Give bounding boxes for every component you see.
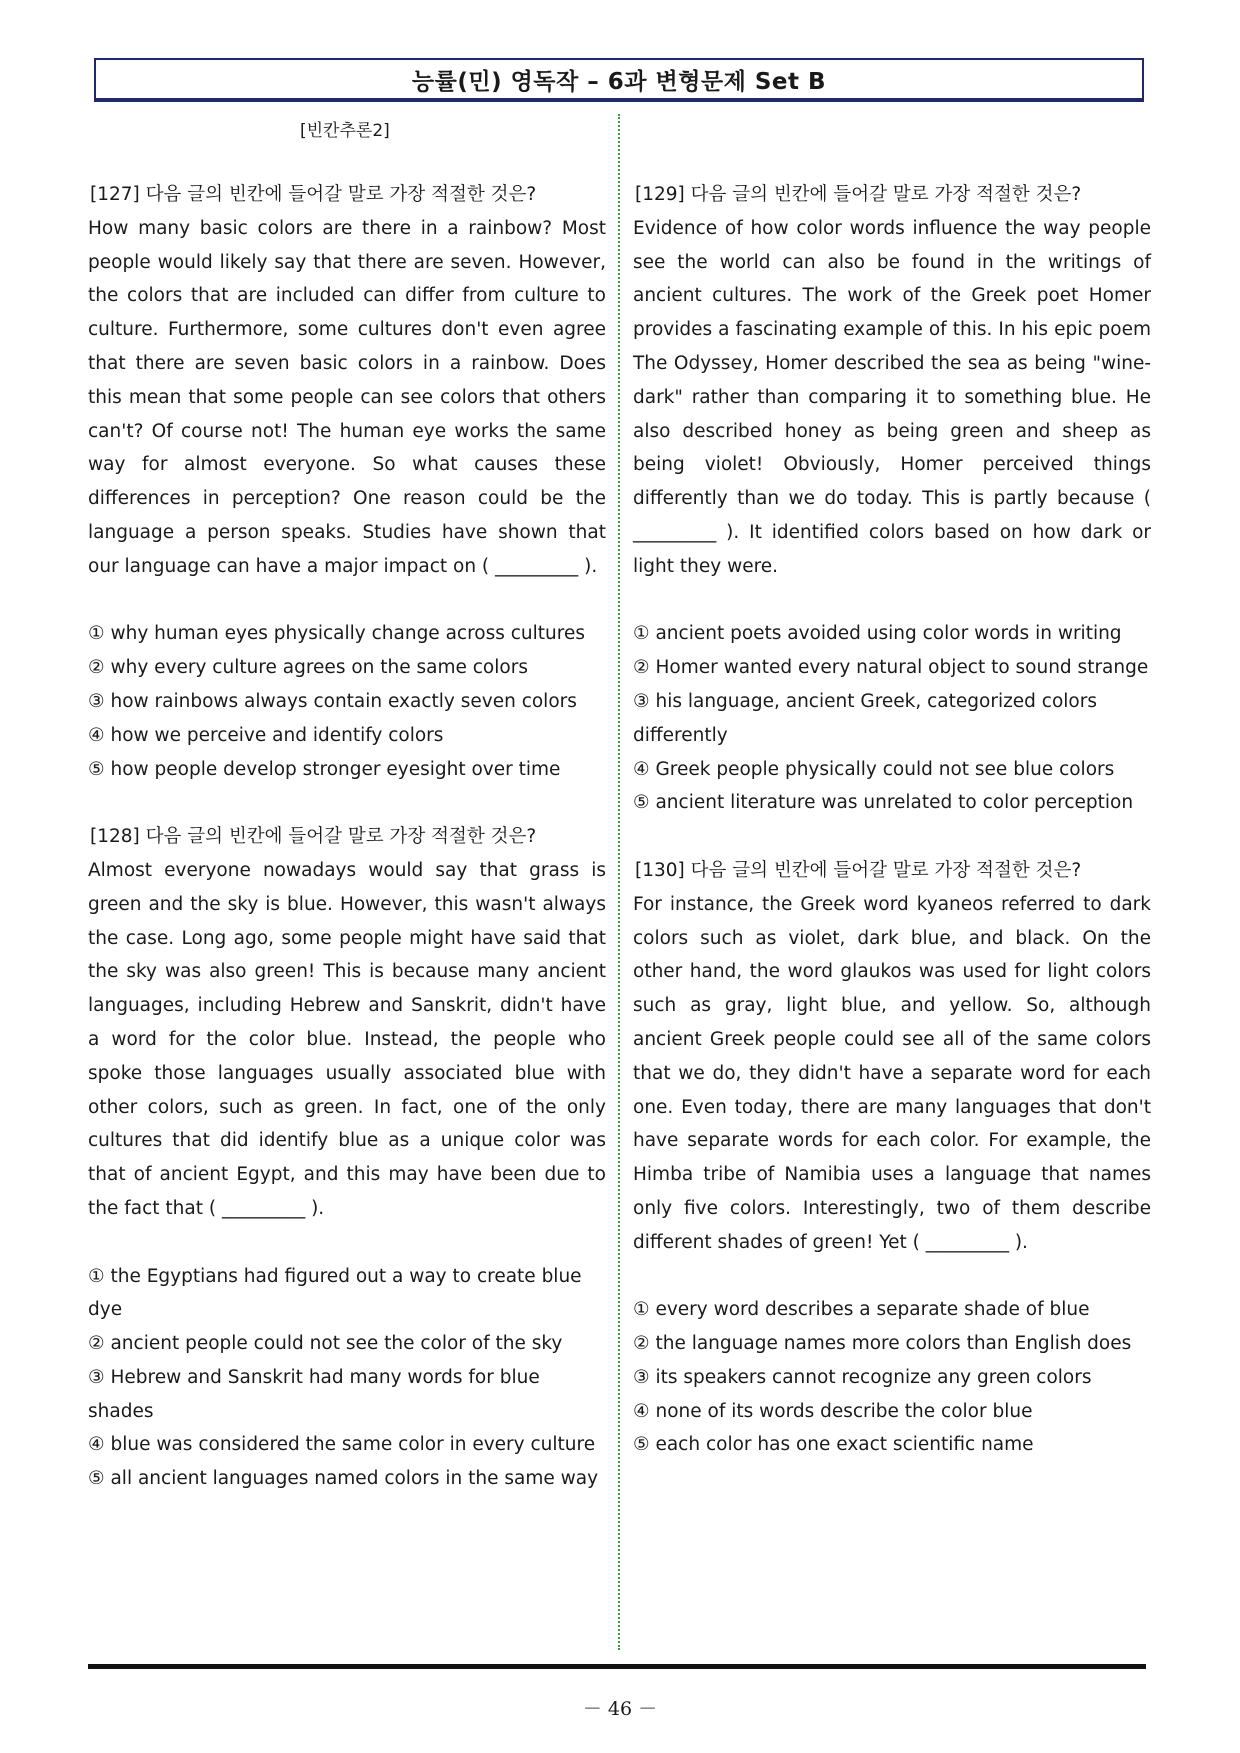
right-column [633, 178, 1151, 1496]
spacer [633, 1260, 1151, 1294]
choice-4: ④ none of its words describe the color blue [633, 1400, 1033, 1422]
choice-3: ③ its speakers cannot recognize any green colors [633, 1366, 1092, 1388]
answer-choices [633, 617, 1151, 820]
choice-2: ② the language names more colors than English does [633, 1333, 1132, 1355]
spacer [88, 584, 606, 618]
answer-choices [633, 1293, 1151, 1462]
spacer [633, 584, 1151, 618]
page-header [94, 58, 1144, 102]
question-passage: For instance, the Greek word kyaneos referred to dark colors such as violet, dark blue, and black. On the other hand, the word glaukos was used for light colors such as gray, light blue, and yellow. So, although ancient Greek people could see all of the same colors that we do, they didn't have a separate word for each one. Even today, there are many languages that don't have separate words for each color. For example, the Himba tribe of Namibia uses a language that names only five colors. Interestingly, two of them describe different shades of green! Yet ( _________ ). [633, 893, 1151, 1253]
column-divider [618, 114, 620, 1650]
footer-rule [88, 1664, 1146, 1669]
page-number: － 46 － [582, 1698, 658, 1720]
answer-choices [88, 1260, 606, 1497]
question-130 [633, 854, 1151, 1462]
question-passage: Evidence of how color words influence the way people see the world can also be found in the writings of ancient cultures. The work of the Greek poet Homer provides a fascinating example of this. In his epic poem The Odyssey, Homer described the sea as being "wine-dark" rather than comparing it to something blue. He also described honey as being green and sheep as being violet! Obviously, Homer perceived things differently than we do today. This is partly because ( _________ ). It identified colors based on how dark or light they were. [633, 217, 1151, 577]
question-heading: [130] 다음 글의 빈칸에 들어갈 말로 가장 적절한 것은? [635, 859, 1082, 881]
choice-1: ① why human eyes physically change across cultures [88, 623, 585, 645]
choice-3: ③ Hebrew and Sanskrit had many words for blue shades [88, 1366, 540, 1422]
choice-4: ④ how we perceive and identify colors [88, 724, 444, 746]
choice-4: ④ blue was considered the same color in every culture [88, 1434, 596, 1456]
choice-3: ③ how rainbows always contain exactly seven colors [88, 690, 577, 712]
choice-5: ⑤ ancient literature was unrelated to color perception [633, 792, 1134, 814]
question-heading: [127] 다음 글의 빈칸에 들어갈 말로 가장 적절한 것은? [90, 184, 537, 205]
spacer [88, 1226, 606, 1260]
choice-1: ① the Egyptians had figured out a way to create blue dye [88, 1265, 582, 1321]
question-heading: [129] 다음 글의 빈칸에 들어갈 말로 가장 적절한 것은? [635, 184, 1082, 205]
choice-1: ① every word describes a separate shade of blue [633, 1299, 1090, 1321]
question-heading: [128] 다음 글의 빈칸에 들어갈 말로 가장 적절한 것은? [90, 826, 537, 848]
choice-5: ⑤ all ancient languages named colors in the same way [88, 1468, 599, 1490]
page-title: 능률(민) 영독작 – 6과 변형문제 Set B [411, 68, 827, 95]
choice-1: ① ancient poets avoided using color words in writing [633, 623, 1122, 645]
answer-choices [88, 617, 606, 786]
section-tag: [빈칸추론2] [300, 121, 390, 141]
choice-2: ② why every culture agrees on the same colors [88, 657, 528, 679]
question-passage: How many basic colors are there in a rainbow? Most people would likely say that there are seven. However, the colors that are included can differ from culture to culture. Furthermore, some cultures don't even agree that there are seven basic colors in a rainbow. Does this mean that some people can see colors that others can't? Of course not! The human eye works the same way for almost everyone. So what causes these differences in perception? One reason could be the language a person speaks. Studies have shown that our language can have a major impact on ( _________ ). [88, 217, 606, 577]
left-column [88, 178, 606, 1530]
choice-4: ④ Greek people physically could not see blue colors [633, 758, 1115, 780]
choice-5: ⑤ each color has one exact scientific name [633, 1434, 1034, 1456]
question-127 [88, 178, 606, 786]
question-passage: Almost everyone nowadays would say that grass is green and the sky is blue. However, this wasn't always the case. Long ago, some people might have said that the sky was also green! This is because many ancient languages, including Hebrew and Sanskrit, didn't have a word for the color blue. Instead, the people who spoke those languages usually associated blue with other colors, such as green. In fact, one of the only cultures that did identify blue as a unique color was that of ancient Egypt, and this may have been due to the fact that ( _________ ). [88, 859, 606, 1219]
choice-2: ② Homer wanted every natural object to sound strange [633, 657, 1149, 679]
question-128 [88, 820, 606, 1496]
choice-2: ② ancient people could not see the color of the sky [88, 1333, 563, 1355]
question-129 [633, 178, 1151, 820]
choice-3: ③ his language, ancient Greek, categorized colors differently [633, 690, 1097, 746]
choice-5: ⑤ how people develop stronger eyesight over time [88, 758, 561, 780]
